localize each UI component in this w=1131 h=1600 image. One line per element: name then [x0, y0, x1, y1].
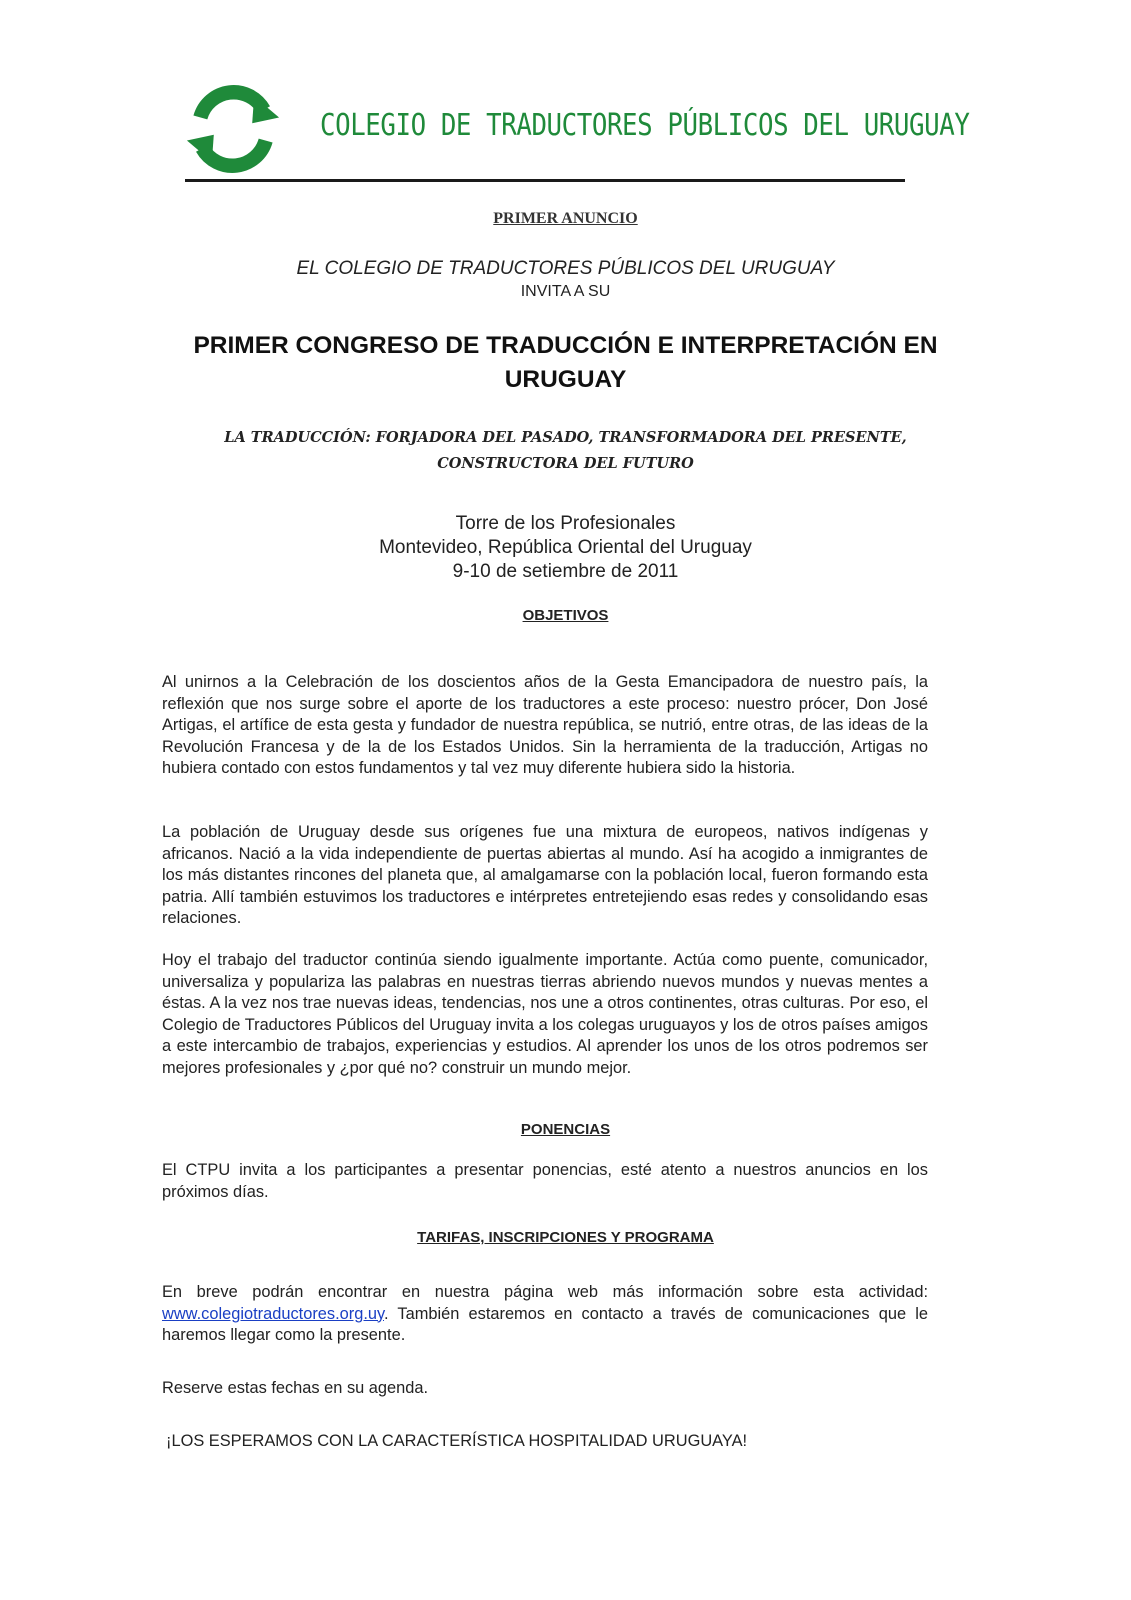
paragraph-tarifas	[162, 1282, 928, 1347]
venue-dates: 9-10 de setiembre de 2011	[452, 561, 679, 582]
paragraph-objetivos-1: Al unirnos a la Celebración de los doscientos años de la Gesta Emancipadora de nuestro país, la reflexión que nos surge sobre el aporte de los traductores a este proceso: nuestro prócer, Don José Artigas, el artífice de esta gesta y fundador de nuestra república, se nutrió, entre otras, de las ideas de la Revolución Francesa y de la de los Estados Unidos. Sin la herramienta de la traducción, Artigas no hubiera contado con estos fundamentos y tal vez muy diferente hubiera sido la historia.	[162, 673, 928, 778]
venue-place: Torre de los Profesionales	[455, 513, 676, 534]
inviter-line: EL COLEGIO DE TRADUCTORES PÚBLICOS DEL URUGUAY	[296, 258, 835, 279]
paragraph-objetivos-2: La población de Uruguay desde sus orígenes fue una mixtura de europeos, nativos indígenas y africanos. Nació a la vida independiente de puertas abiertas al mundo. Así ha acogido a inmigrantes de los más distantes rincones del planeta que, al amalgamarse con la población local, fueron formando esta patria. Allí también estuvimos los traductores e intérpretes entretejiendo esas redes y consolidando esas relaciones.	[162, 823, 928, 928]
circular-arrows-logo-icon	[185, 81, 281, 177]
header-divider	[185, 179, 905, 182]
congress-title: PRIMER CONGRESO DE TRADUCCIÓN E INTERPRETACIÓN EN URUGUAY	[193, 332, 938, 393]
letterhead	[185, 78, 970, 183]
paragraph-reserve: Reserve estas fechas en su agenda.	[162, 1379, 429, 1397]
paragraph-objetivos-3: Hoy el trabajo del traductor continúa siendo igualmente importante. Actúa como puente, comunicador, universaliza y populariza las palabras en nuestras tierras abriendo nuevos mundos y nuevas mentes a éstas. A la vez nos trae nuevas ideas, tendencias, nos une a otros continentes, otras culturas. Por eso, el Colegio de Traductores Públicos del Uruguay invita a los colegas uruguayos y los de otros países amigos a este intercambio de trabajos, experiencias y estudios. Al aprender los unos de los otros podremos ser mejores profesionales y ¿por qué no? construir un mundo mejor.	[162, 951, 928, 1077]
website-link[interactable]: www.colegiotraductores.org.uy	[162, 1304, 384, 1323]
section-heading-objetivos: OBJETIVOS	[522, 607, 609, 624]
org-name: COLEGIO DE TRADUCTORES PÚBLICOS DEL URUGUAY	[320, 108, 970, 143]
closing-line: ¡LOS ESPERAMOS CON LA CARACTERÍSTICA HOSPITALIDAD URUGUAYA!	[166, 1432, 748, 1450]
section-heading-tarifas: TARIFAS, INSCRIPCIONES Y PROGRAMA	[417, 1229, 714, 1246]
paragraph-tarifas-text-end: . También estaremos en contacto a través de comunicaciones que le haremos llegar como la presente.	[162, 1304, 928, 1345]
invites-line: INVITA A SU	[520, 283, 611, 300]
congress-motto: LA TRADUCCIÓN: FORJADORA DEL PASADO, TRANSFORMADORA DEL PRESENTE, CONSTRUCTORA DEL FUTURO	[224, 429, 907, 472]
venue-block	[0, 512, 1131, 584]
paragraph-tarifas-text: En breve podrán encontrar en nuestra página web más información sobre esta actividad:	[162, 1283, 928, 1301]
venue-city: Montevideo, República Oriental del Uruguay	[379, 537, 752, 558]
paragraph-ponencias: El CTPU invita a los participantes a presentar ponencias, esté atento a nuestros anuncios en los próximos días.	[162, 1161, 928, 1201]
section-heading-ponencias: PONENCIAS	[520, 1121, 611, 1138]
announcement-heading: PRIMER ANUNCIO	[493, 210, 638, 227]
